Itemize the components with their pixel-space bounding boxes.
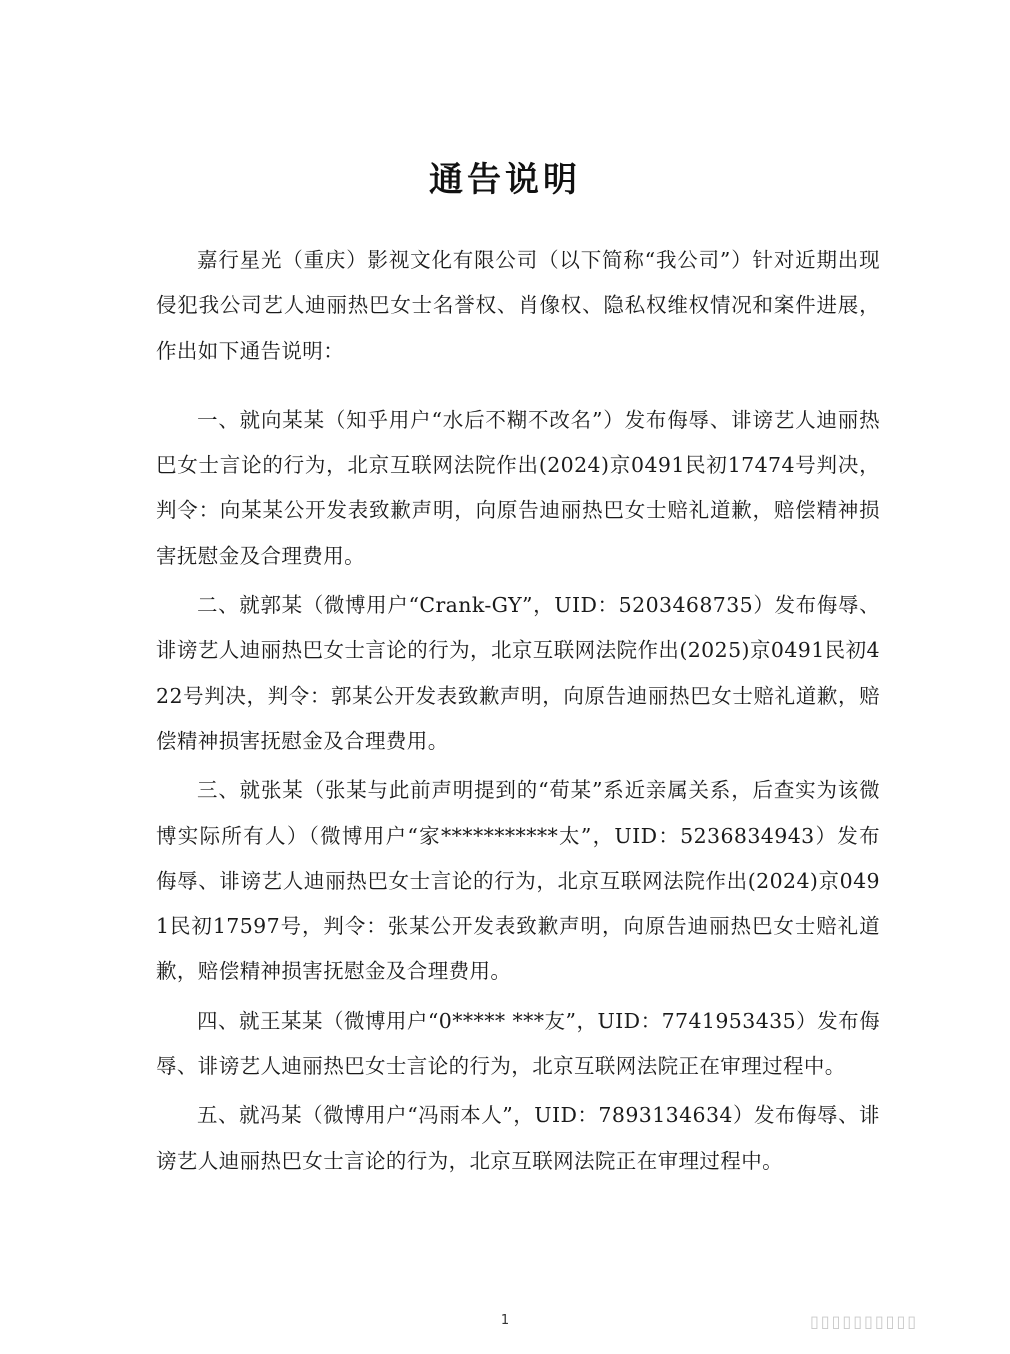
case-item-2: 二、就郭某（微博用户“Crank-GY”，UID：5203468735）发布侮辱、诽谤艺人迪丽热巴女士言论的行为，北京互联网法院作出(2025)京0491民初422号判决，判令：郭某公开发表致歉声明，向原告迪丽热巴女士赔礼道歉，赔偿精神损害抚慰金及合理费用。: [156, 593, 880, 753]
watermark: ▯▯▯▯▯▯▯▯▯▯: [810, 1312, 919, 1331]
case-item-5: 五、就冯某（微博用户“冯雨本人”，UID：7893134634）发布侮辱、诽谤艺人迪丽热巴女士言论的行为，北京互联网法院正在审理过程中。: [156, 1103, 880, 1173]
case-item-3: 三、就张某（张某与此前声明提到的“荀某”系近亲属关系，后查实为该微博实际所有人）（微博用户“家***********太”，UID：5236834943）发布侮辱、诽谤艺人迪丽热巴女士言论的行为，北京互联网法院作出(2024)京0491民初17597号，判令：张某公开发表致歉声明，向原告迪丽热巴女士赔礼道歉，赔偿精神损害抚慰金及合理费用。: [156, 778, 880, 984]
page-number: 1: [500, 1313, 510, 1328]
document-title: 通告说明: [429, 160, 581, 200]
case-item-4: 四、就王某某（微博用户“0***** ***友”，UID：7741953435）发布侮辱、诽谤艺人迪丽热巴女士言论的行为，北京互联网法院正在审理过程中。: [156, 1008, 880, 1079]
case-item-1: 一、就向某某（知乎用户“水后不糊不改名”）发布侮辱、诽谤艺人迪丽热巴女士言论的行为，北京互联网法院作出(2024)京0491民初17474号判决，判令：向某某公开发表致歉声明，向原告迪丽热巴女士赔礼道歉，赔偿精神损害抚慰金及合理费用。: [156, 407, 880, 568]
intro-paragraph: 嘉行星光（重庆）影视文化有限公司（以下简称“我公司”）针对近期出现侵犯我公司艺人迪丽热巴女士名誉权、肖像权、隐私权维权情况和案件进展，作出如下通告说明：: [156, 248, 880, 363]
document-body: [156, 238, 880, 1188]
